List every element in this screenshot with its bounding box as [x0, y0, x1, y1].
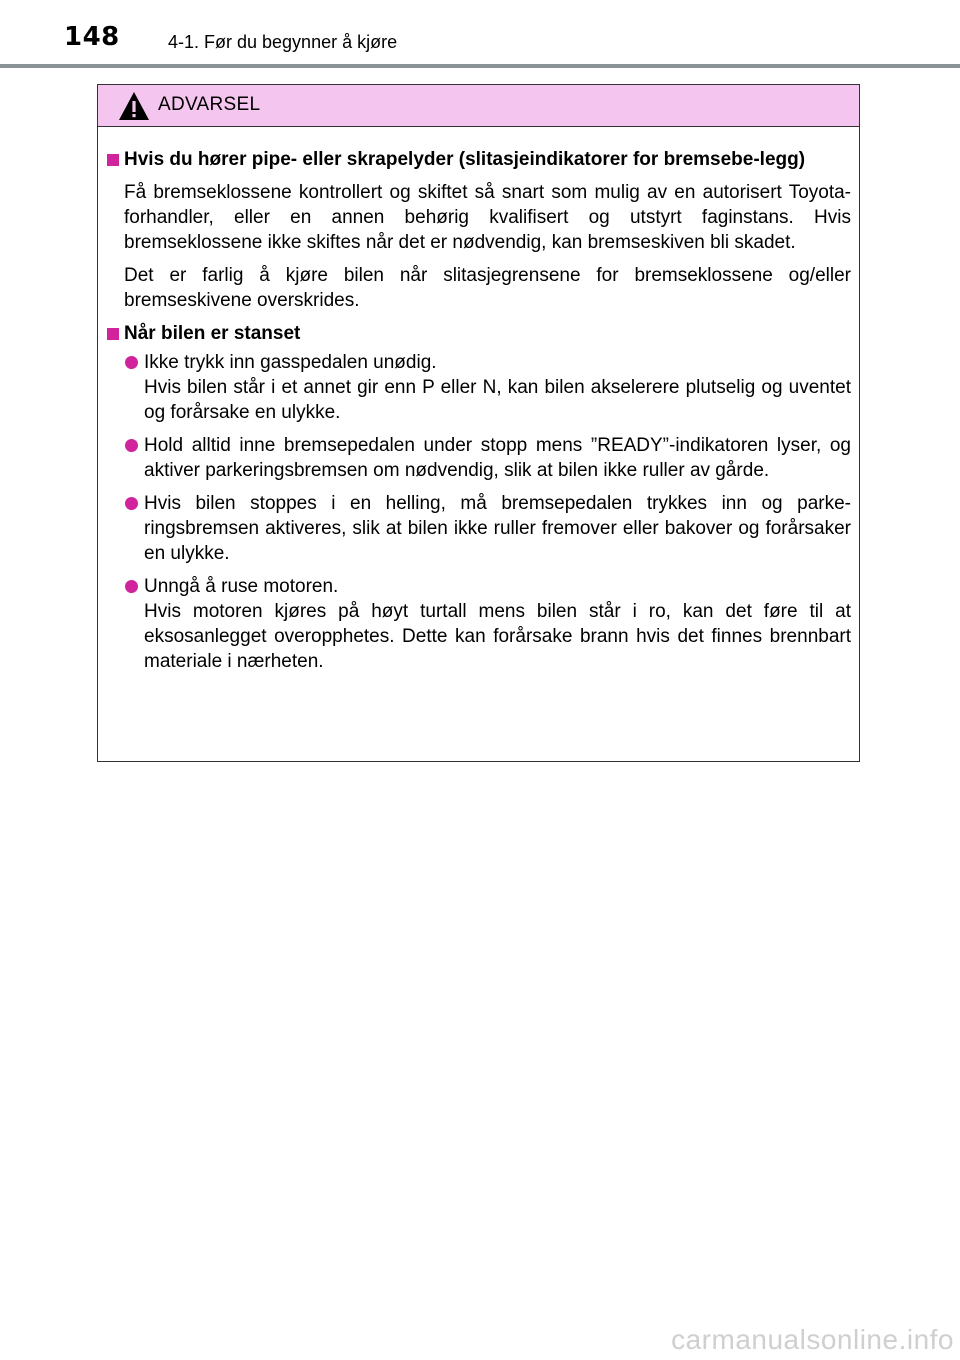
section-heading: Hvis du hører pipe- eller skrapelyder (slitasjeindikatorer for bremsebe-legg)	[124, 149, 806, 170]
square-bullet-icon	[107, 328, 119, 340]
list-item-text: Hold alltid inne bremsepedalen under stopp mens ”READY”-indikatoren lyser, og aktiver parkeringsbremsen om nødvendig, slik at bilen ikke ruller av gårde.	[144, 435, 851, 481]
list-item	[124, 350, 851, 425]
section-heading: Når bilen er stanset	[124, 323, 301, 344]
warning-section-brake-noise	[107, 147, 851, 313]
watermark: carmanualsonline.info	[671, 1324, 954, 1355]
list-item	[124, 491, 851, 566]
warning-body	[98, 127, 859, 674]
warning-title: ADVARSEL	[158, 94, 261, 115]
header-divider	[0, 64, 960, 68]
list-item-text: Hvis bilen står i et annet gir enn P eller N, kan bilen akselerere plutselig og uventet og forårsake en ulykke.	[144, 377, 851, 423]
round-bullet-icon	[125, 497, 138, 510]
page-number: 148	[64, 22, 120, 52]
list-item	[124, 574, 851, 674]
list-item-text: Hvis bilen stoppes i en helling, må bremsepedalen trykkes inn og parke-ringsbremsen aktiveres, slik at bilen ikke ruller fremover eller bakover og forårsaker en ulykke.	[144, 493, 851, 564]
round-bullet-icon	[125, 580, 138, 593]
page-header	[0, 0, 960, 70]
list-item-text: Ikke trykk inn gasspedalen unødig.	[144, 352, 437, 373]
square-bullet-icon	[107, 154, 119, 166]
warning-triangle-icon	[118, 91, 150, 121]
warning-header	[98, 85, 859, 127]
round-bullet-icon	[125, 439, 138, 452]
warning-section-vehicle-stopped	[107, 321, 851, 674]
list-item	[124, 433, 851, 483]
section-paragraph: Få bremseklossene kontrollert og skiftet så snart som mulig av en autorisert Toyota-forhandler, eller en annen behørig kvalifisert og utstyrt faginstans. Hvis bremseklossene ikke skiftes når det er nødvendig, kan bremseskiven bli skadet.	[124, 182, 851, 253]
list-item-text: Hvis motoren kjøres på høyt turtall mens bilen står i ro, kan det føre til at eksosanlegget overopphetes. Dette kan forårsake brann hvis det finnes brennbart materiale i nærheten.	[144, 601, 851, 672]
list-item-text: Unngå å ruse motoren.	[144, 576, 339, 597]
section-title: 4-1. Før du begynner å kjøre	[168, 32, 398, 52]
section-paragraph: Det er farlig å kjøre bilen når slitasjegrensene for bremseklossene og/eller bremseskivene overskrides.	[124, 265, 851, 311]
round-bullet-icon	[125, 356, 138, 369]
warning-box	[97, 84, 860, 762]
